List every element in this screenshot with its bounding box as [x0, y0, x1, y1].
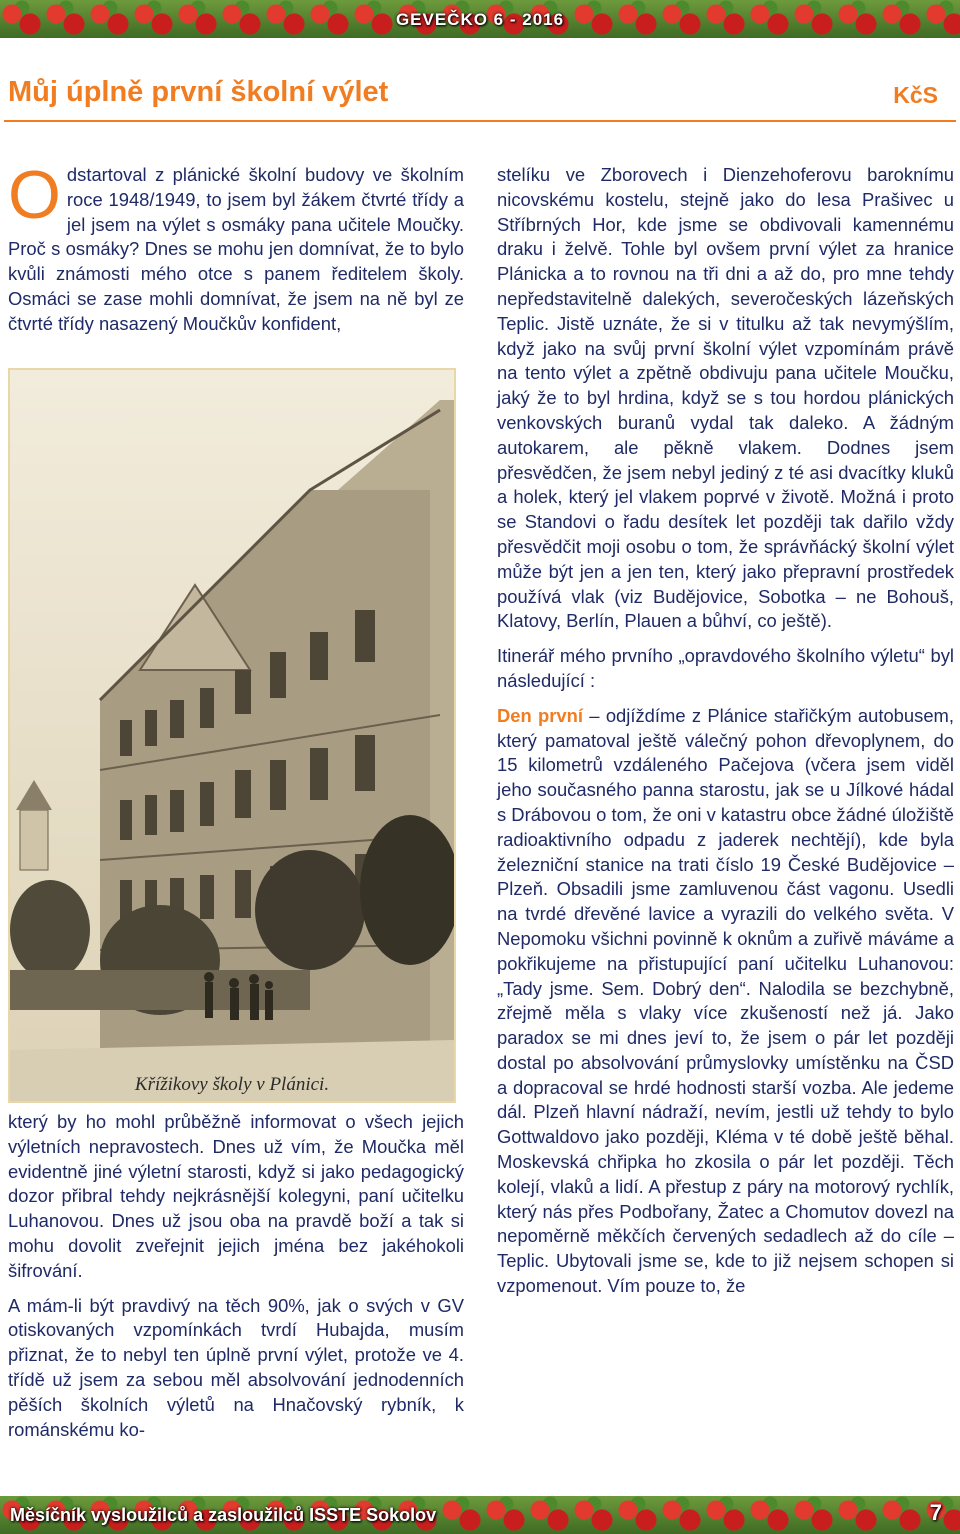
left-paragraph-1: který by ho mohl průběžně informovat o všech jejich výletních nepravostech. Dnes už vím, že Moučka měl evidentně jiné výletní starosti, když si jako pedagogický dozor přibral tehdy nejkrásnější kolegyni, paní učitelku Luhanovou. Dnes už jsou oba na pravdě boží a tak si mohu dovolit zveřejnit jejich jména bez jakéhokoli šifrování.	[8, 1111, 464, 1281]
photo-caption: Křížikovy školy v Plánici.	[134, 1074, 330, 1095]
article-author: KčS	[893, 82, 938, 108]
day-one-text: – odjíždíme z Plánice stařičkým autobusem, který pamatoval ještě válečný pohon dřevoplynem, do 15 kilometrů vzdáleného Pačejova (včera jsem viděl jeho současného panna starostu, jak se u Jílkové hádal s Drábovou o tom, že oni v katastru obce žádné úložiště radioaktivního odpadu z jaderek nechtějí), kde byla železniční stanice na trati číslo 19 České Budějovice – Plzeň. Obsadili jsme zamluvenou část vagonu. Usedli na tvrdé dřevěné lavice a vyrazili do velkého světa. V Nepomoku všichni povinně k oknům a zuřivě máváme a pokřikujeme na přistupující paní učitelku Luhanovou: „Tady jsme. Sem. Dobrý den“. Nalodila se bezchybně, zřejmě měla s vlaky více zkušeností než já. Jako paradox se mi dnes jeví to, že jsem o pár let později dostal po absolvování průmyslovky umístěnku na ČSD a dopracoval se hrdé hodnosti starší vozba. Ale jedeme dál. Plzeň hlavní nádraží, nevím, jestli už tehdy to bylo Gottwaldovo jako později, Kléma v té době ještě běhal. Moskevská chřipka ho zkosila o pár let později. Těch kolejí, vlaků a lidí. A přestup z páry na motorový rychlík, který nás přes Podbořany, Žatec a Chomutov dovezl na nepoměrně měkčích červených sedadlech až do cíle – Teplic. Ubytovali jsme se, kde to již nejsem schopen si vzpomenout. Vím pouze to, že	[497, 704, 954, 1297]
header-band	[0, 0, 960, 38]
title-divider	[4, 120, 956, 122]
footer-band	[0, 1496, 960, 1534]
intro-paragraph	[8, 157, 464, 337]
left-paragraph-2: A mám-li být pravdivý na těch 90%, jak o svých v GV otiskovaných vzpomínkách tvrdí Hubajda, musím přiznat, že to nebyl ten úplně první výlet, protože ve 4. třídě už jsem za sebou měl absolvování jednodenních pěších školních výletů na Hnačovský rybník, k románskému ko-	[8, 1294, 464, 1440]
left-column-top	[8, 157, 464, 347]
footer-text: Měsíčník vysloužilců a zasloužilců ISSTE Sokolov	[10, 1505, 437, 1525]
right-paragraph-2: Itinerář mého prvního „opravdového školního výletu“ byl následující :	[497, 645, 954, 691]
page-number: 7	[929, 1500, 942, 1525]
intro-text: dstartoval z plánické školní budovy ve školním roce 1948/1949, to jsem byl žákem čtvrté třídy a jel jsem na výlet s osmáky pana učitele Moučky. Proč s osmáky? Dnes se mohu jen domnívat, že to bylo kvůli známosti mého otce s panem ředitelem školy. Osmáci se zase mohli domnívat, že jsem na ně byl ze čtvrté třídy nasazený Moučkův konfident,	[8, 164, 464, 334]
drop-cap: O	[8, 157, 61, 233]
day-one-lead: Den první	[497, 704, 583, 726]
article-title: Můj úplně první školní výlet	[8, 76, 389, 108]
right-paragraph-1: stelíku ve Zborovech i Dienzehoferovu baroknímu nicovskému kostelu, stejně jako do lesa Prašivec u Stříbrných Hor, kde jsme se obdivovali kamennému draku i želvě. Tohle byl ovšem první výlet za hranice Plánicka a to rovnou na tři dni a až do, pro mne tehdy nepředstavitelně dalekých, severočeských lázeňských Teplic. Jistě uznáte, že si v titulku až tak nevymýšlím, když jako na svůj první školní výlet vzpomínám právě na tento výlet a zpětně obdivuju pana učitele Moučku, jaký že to byl hrdina, když se s tou hordou plánických venkovských buranů vydal tak daleko. A žádným autokarem, ale pěkně vlakem. Dodnes jsem přesvědčen, že jsem nebyl jediný z té asi dvacítky kluků a holek, který jel vlakem poprvé v životě. Možná i proto se Standovi o řadu desítek let později tak dařilo vždy přesvědčit moji osobu o tom, že správňácký školní výlet může být jen a jen ten, který jako přepravní prostředek používá vlak (viz Budějovice, Sobotka – ne Bohouš, Klatovy, Berlín, Plauen a bůhví, co ještě).	[497, 164, 954, 632]
school-photo	[8, 368, 456, 1103]
right-paragraph-3	[497, 704, 954, 1299]
header-title: GEVEČKO 6 - 2016	[395, 10, 565, 29]
right-column	[497, 163, 954, 1309]
left-column-bottom	[8, 1110, 464, 1452]
school-building-illustration	[10, 370, 454, 1101]
